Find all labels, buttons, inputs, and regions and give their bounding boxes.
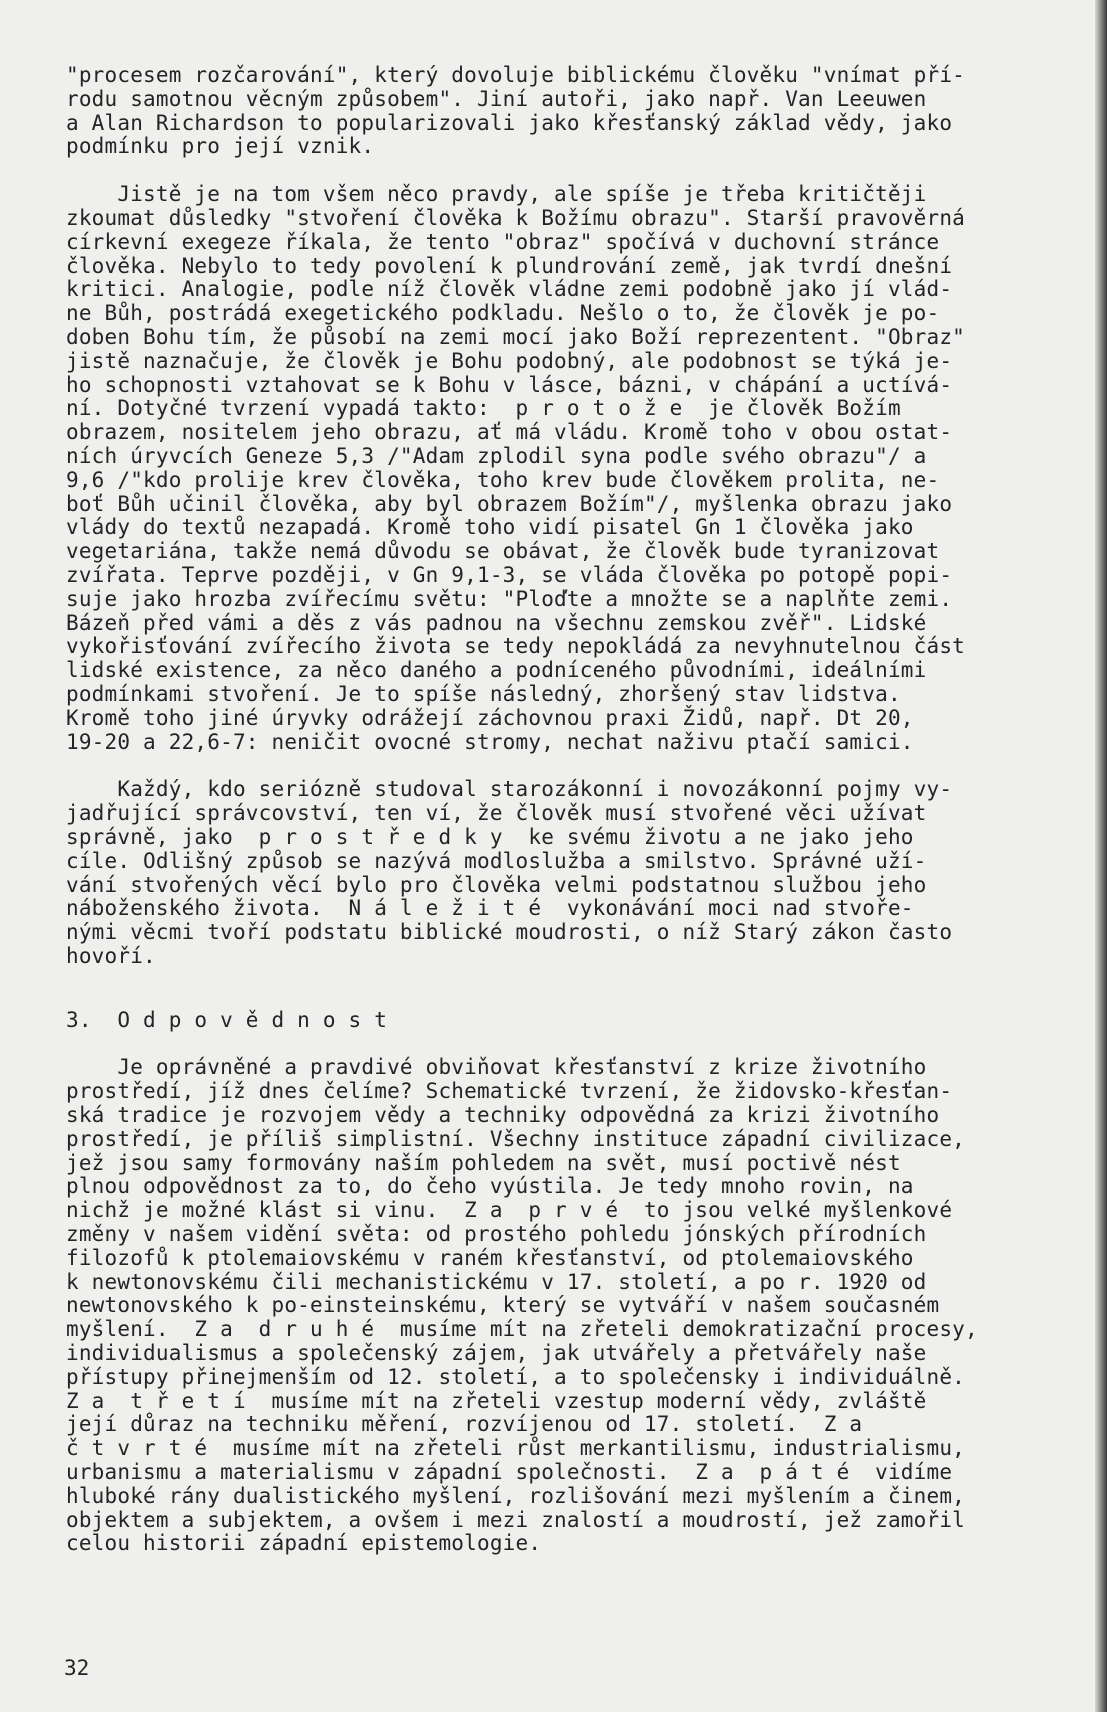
paragraph-3 bbox=[66, 778, 1096, 968]
text-line: jistě naznačuje, že člověk je Bohu podobný, ale podobnost se týká je- bbox=[66, 348, 953, 373]
text-line: kritici. Analogie, podle níž člověk vládne zemi podobně jako jí vlád- bbox=[66, 277, 953, 302]
text-line: Bázeň před vámi a děs z vás padnou na všechnu zemskou zvěř". Lidské bbox=[66, 610, 927, 635]
text-line: urbanismu a materialismu v západní společnosti. Z a p á t é vidíme bbox=[66, 1460, 953, 1485]
text-line: Kromě toho jiné úryvky odrážejí záchovnou praxi Židů, např. Dt 20, bbox=[66, 705, 914, 730]
text-line: zvířata. Teprve později, v Gn 9,1-3, se vláda člověka po potopě popi- bbox=[66, 562, 953, 587]
text-line: zkoumat důsledky "stvoření člověka k Božímu obrazu". Starší pravověrná bbox=[66, 205, 966, 230]
text-line: Každý, kdo seriózně studoval starozákonní i novozákonní pojmy vy- bbox=[66, 777, 953, 802]
text-line: cíle. Odlišný způsob se nazývá modloslužba a smilstvo. Správné uží- bbox=[66, 848, 927, 873]
section-gap bbox=[66, 969, 1096, 1009]
text-line: podmínkami stvoření. Je to spíše následný, zhoršený stav lidstva. bbox=[66, 681, 901, 706]
text-line: 9,6 /"kdo prolije krev člověka, toho krev bude člověkem prolita, ne- bbox=[66, 467, 940, 492]
text-line: vání stvořených věcí bylo pro člověka velmi podstatnou službou jeho bbox=[66, 872, 927, 897]
text-line: prostředí, jíž dnes čelíme? Schematické tvrzení, že židovsko-křesťan- bbox=[66, 1079, 953, 1104]
text-line: její důraz na techniku měření, rozvíjenou od 17. století. Z a bbox=[66, 1412, 863, 1437]
text-line: podmínku pro její vznik. bbox=[66, 134, 375, 159]
text-line: vlády do textů nezapadá. Kromě toho vidí pisatel Gn 1 člověka jako bbox=[66, 515, 914, 540]
text-line: Jistě je na tom všem něco pravdy, ale spíše je třeba kritičtěji bbox=[66, 182, 927, 207]
section-heading: 3. O d p o v ě d n o s t bbox=[66, 1007, 388, 1032]
paragraph-gap bbox=[66, 754, 1096, 778]
text-line: ní. Dotyčné tvrzení vypadá takto: p r o t o ž e je člověk Božím bbox=[66, 396, 901, 421]
text-line: suje jako hrozba zvířecímu světu: "Ploďte a množte se a naplňte zemi. bbox=[66, 586, 953, 611]
text-line: nými věcmi tvoří podstatu biblické moudrosti, o níž Starý zákon často bbox=[66, 920, 953, 945]
text-line: správně, jako p r o s t ř e d k y ke svému životu a ne jako jeho bbox=[66, 824, 914, 849]
text-line: individualismus a společenský zájem, jak utvářely a přetvářely naše bbox=[66, 1341, 927, 1366]
text-line: obrazem, nositelem jeho obrazu, ať má vládu. Kromě toho v obou ostat- bbox=[66, 420, 953, 445]
text-line: č t v r t é musíme mít na zřeteli růst merkantilismu, industrialismu, bbox=[66, 1436, 966, 1461]
text-line: vegetariána, takže nemá důvodu se obávat, že člověk bude tyranizovat bbox=[66, 539, 940, 564]
text-line: ních úryvcích Geneze 5,3 /"Adam zplodil syna podle svého obrazu"/ a bbox=[66, 443, 927, 468]
text-line: vykořisťování zvířecího života se tedy nepokládá za nevyhnutelnou část bbox=[66, 634, 966, 659]
text-line: Z a t ř e t í musíme mít na zřeteli vzestup moderní vědy, zvláště bbox=[66, 1388, 927, 1413]
section-paragraph bbox=[66, 1056, 1096, 1556]
text-line: 19-20 a 22,6-7: neničit ovocné stromy, nechat naživu ptačí samici. bbox=[66, 729, 914, 754]
text-line: plnou odpovědnost za to, do čeho vyústila. Je tedy mnoho rovin, na bbox=[66, 1174, 914, 1199]
text-line: jež jsou samy formovány naším pohledem na svět, musí poctivě nést bbox=[66, 1150, 901, 1175]
text-line: náboženského života. N á l e ž i t é vykonávání moci nad stvoře- bbox=[66, 896, 914, 921]
text-line: člověka. Nebylo to tedy povolení k plundrování země, jak tvrdí dnešní bbox=[66, 253, 953, 278]
text-line: "procesem rozčarování", který dovoluje biblickému člověku "vnímat pří- bbox=[66, 63, 966, 87]
page-edge-shadow bbox=[1095, 0, 1107, 1712]
text-line: jadřující správcovství, ten ví, že člověk musí stvořené věci užívat bbox=[66, 801, 927, 826]
text-line: filozofů k ptolemaiovskému v raném křesťanství, od ptolemaiovského bbox=[66, 1245, 914, 1270]
text-line: ho schopnosti vztahovat se k Bohu v lásce, bázni, v chápání a uctívá- bbox=[66, 372, 953, 397]
text-line: lidské existence, za něco daného a podníceného původními, ideálními bbox=[66, 658, 927, 683]
text-line: přístupy přinejmenším od 12. století, a to společensky i individuálně. bbox=[66, 1364, 966, 1389]
text-line: celou historii západní epistemologie. bbox=[66, 1531, 542, 1556]
page-number: 32 bbox=[64, 1656, 90, 1680]
text-line: hluboké rány dualistického myšlení, rozlišování mezi myšlením a činem, bbox=[66, 1483, 966, 1508]
text-line: newtonovského k po-einsteinskému, který se vytváří v našem současném bbox=[66, 1293, 940, 1318]
text-line: Je oprávněné a pravdivé obviňovat křesťanství z krize životního bbox=[66, 1055, 927, 1080]
paragraph-1 bbox=[66, 64, 1096, 159]
text-line: ne Bůh, postrádá exegetického podkladu. Nešlo o to, že člověk je po- bbox=[66, 301, 940, 326]
section-gap bbox=[66, 1032, 1096, 1056]
text-line: ská tradice je rozvojem vědy a techniky odpovědná za krizi životního bbox=[66, 1103, 940, 1128]
paragraph-2 bbox=[66, 183, 1096, 754]
body-text bbox=[66, 64, 1096, 1556]
paragraph-gap bbox=[66, 159, 1096, 183]
text-line: objektem a subjektem, a ovšem i mezi znalostí a moudrostí, jež zamořil bbox=[66, 1507, 966, 1532]
text-line: myšlení. Z a d r u h é musíme mít na zřeteli demokratizační procesy, bbox=[66, 1317, 978, 1342]
text-line: hovoří. bbox=[66, 943, 156, 968]
text-line: církevní exegeze říkala, že tento "obraz" spočívá v duchovní stránce bbox=[66, 229, 940, 254]
text-line: boť Bůh učinil člověka, aby byl obrazem Božím"/, myšlenka obrazu jako bbox=[66, 491, 953, 516]
text-line: a Alan Richardson to popularizovali jako křesťanský základ vědy, jako bbox=[66, 110, 953, 135]
text-line: doben Bohu tím, že působí na zemi mocí jako Boží reprezentent. "Obraz" bbox=[66, 324, 966, 349]
text-line: změny v našem vidění světa: od prostého pohledu jónských přírodních bbox=[66, 1222, 927, 1247]
text-line: prostředí, je příliš simplistní. Všechny instituce západní civilizace, bbox=[66, 1126, 966, 1151]
text-line: nichž je možné klást si vinu. Z a p r v é to jsou velké myšlenkové bbox=[66, 1198, 953, 1223]
text-line: rodu samotnou věcným způsobem". Jiní autoři, jako např. Van Leeuwen bbox=[66, 86, 927, 111]
text-line: k newtonovskému čili mechanistickému v 17. století, a po r. 1920 od bbox=[66, 1269, 927, 1294]
